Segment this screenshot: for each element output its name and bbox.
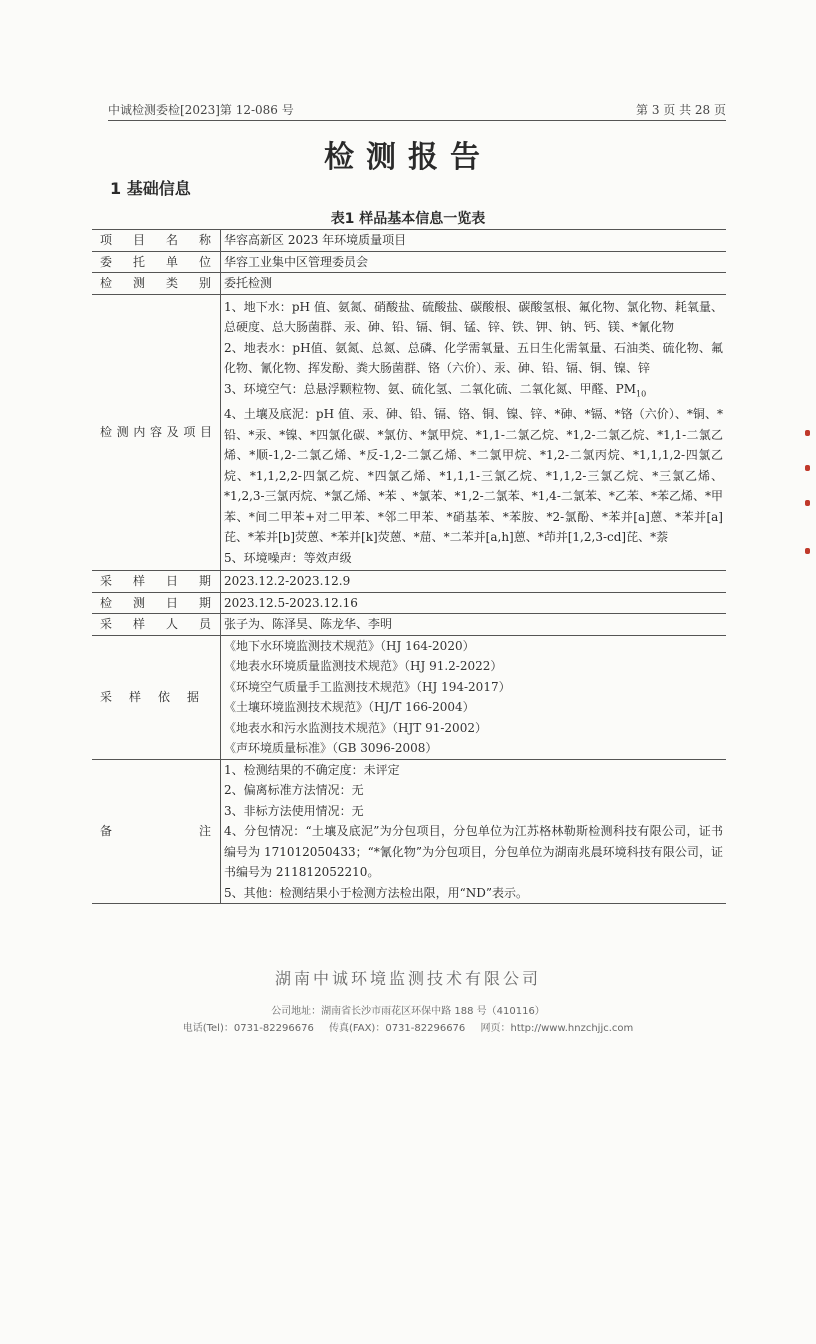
value-samplers: 张子为、陈泽昊、陈龙华、李明 (221, 614, 727, 636)
content-soil-sediment: 4、土壤及底泥：pH 值、汞、砷、铅、镉、铬、铜、镍、锌、*砷、*镉、*铬（六价）、*铜、*铅、*汞、*镍、*四氯化碳、*氯仿、*氯甲烷、*1,1-二氯乙烷、*1,2-二氯乙烷、*1,1-二氯乙烯、*顺-1,2-二氯乙烯、*反-1,2-二氯乙烯、*二氯甲烷、*1,2-二氯丙烷、*1,1,1,2-四氯乙烷、*1,1,2,2-四氯乙烷、*四氯乙烯、*1,1,1-三氯乙烷、*1,1,2-三氯乙烷、*三氯乙烯、*1,2,3-三氯丙烷、*氯乙烯、*苯 、*氯苯、*1,2-二氯苯、*1,4-二氯苯、*乙苯、*苯乙烯、*甲苯、*间二甲苯+对二甲苯、*邻二甲苯、*硝基苯、*苯胺、*2-氯酚、*苯并[a]蒽、*苯并[a]芘、*苯并[b]荧蒽、*苯并[k]荧蒽、*䓛、*二苯并[a,h]蒽、*茚并[1,2,3-cd]芘、*萘 (224, 407, 723, 545)
basis-line: 《环境空气质量手工监测技术规范》（HJ 194-2017） (224, 679, 511, 694)
content-noise: 5、环境噪声：等效声级 (224, 550, 352, 565)
remark-line: 5、其他：检测结果小于检测方法检出限，用“ND”表示。 (224, 885, 529, 900)
row-remarks (92, 759, 726, 904)
label-sampling-date: 采样日期 (92, 571, 221, 593)
label-project-name: 项目名称 (92, 230, 221, 252)
label-remarks: 备注 (92, 759, 221, 904)
pm-subscript: 10 (636, 388, 647, 398)
footer-web: 网页：http://www.hnzchjjc.com (480, 1023, 634, 1034)
label-basis: 采样依据 (92, 635, 221, 759)
label-detection-type: 检测类别 (92, 273, 221, 295)
content-surface-water: 2、地表水：pH值、氨氮、总氮、总磷、化学需氧量、五日生化需氧量、石油类、硫化物、氟化物、氰化物、挥发酚、粪大肠菌群、铬（六价）、汞、砷、铅、镉、铜、镍、锌 (224, 340, 723, 375)
value-detection-type: 委托检测 (221, 273, 727, 295)
row-detection-date (92, 592, 726, 614)
row-detection-type (92, 273, 726, 295)
content-ambient-air-text: 3、环境空气：总悬浮颗粒物、氨、硫化氢、二氧化硫、二氧化氮、甲醛、PM (224, 381, 636, 396)
remark-line: 2、偏离标准方法情况：无 (224, 783, 364, 798)
footer-contact (0, 1019, 816, 1034)
sample-info-table (92, 229, 726, 904)
table-caption: 表1 样品基本信息一览表 (330, 211, 486, 227)
basis-line: 《地表水环境质量监测技术规范》（HJ 91.2-2022） (224, 659, 503, 674)
label-client: 委托单位 (92, 251, 221, 273)
value-remarks (221, 759, 727, 904)
label-detection-date: 检测日期 (92, 592, 221, 614)
seal-edge-mark (805, 548, 810, 554)
row-samplers (92, 614, 726, 636)
value-content (221, 294, 727, 571)
section-heading: 1 基础信息 (110, 179, 191, 198)
label-content: 检测内容及项目 (92, 294, 221, 571)
row-project-name (92, 230, 726, 252)
remark-line: 1、检测结果的不确定度：未评定 (224, 762, 400, 777)
row-client (92, 251, 726, 273)
basis-line: 《地下水环境监测技术规范》（HJ 164-2020） (224, 638, 475, 653)
content-ambient-air (224, 379, 723, 405)
basis-line: 《土壤环境监测技术规范》（HJ/T 166-2004） (224, 700, 475, 715)
report-number: 中诚检测委检[2023]第 12-086 号 (108, 103, 294, 117)
page-indicator: 第 3 页 共 28 页 (636, 103, 726, 117)
footer-tel: 电话(Tel)：0731-82296676 (182, 1023, 314, 1034)
content-groundwater: 1、地下水：pH 值、氨氮、硝酸盐、硫酸盐、碳酸根、碳酸氢根、氟化物、氯化物、耗氧量、总硬度、总大肠菌群、汞、砷、铅、镉、铜、锰、锌、铁、钾、钠、钙、镁、*氰化物 (224, 299, 723, 334)
basis-line: 《声环境质量标准》（GB 3096-2008） (224, 741, 438, 756)
value-client: 华容工业集中区管理委员会 (221, 251, 727, 273)
label-samplers: 采样人员 (92, 614, 221, 636)
value-sampling-date: 2023.12.2-2023.12.9 (221, 571, 727, 593)
row-sampling-date (92, 571, 726, 593)
footer-company-name: 湖南中诚环境监测技术有限公司 (274, 969, 541, 988)
remark-line: 3、非标方法使用情况：无 (224, 803, 364, 818)
remark-line: 4、分包情况：“土壤及底泥”为分包项目，分包单位为江苏格林勒斯检测科技有限公司，证书编号为 171012050433；“*氰化物”为分包项目，分包单位为湖南兆晨环境科技有限公司，证书编号为 211812052210。 (224, 824, 723, 880)
footer-fax: 传真(FAX)：0731-82296676 (329, 1023, 466, 1034)
seal-edge-mark (805, 500, 810, 506)
footer-address: 公司地址：湖南省长沙市雨花区环保中路 188 号（410116） (271, 1006, 545, 1017)
value-basis (221, 635, 727, 759)
row-basis (92, 635, 726, 759)
value-detection-date: 2023.12.5-2023.12.16 (221, 592, 727, 614)
row-content (92, 294, 726, 571)
page-header (108, 101, 726, 121)
seal-edge-mark (805, 430, 810, 436)
basis-line: 《地表水和污水监测技术规范》（HJT 91-2002） (224, 720, 487, 735)
document-title: 检测报告 (324, 140, 492, 175)
seal-edge-mark (805, 465, 810, 471)
value-project-name: 华容高新区 2023 年环境质量项目 (221, 230, 727, 252)
